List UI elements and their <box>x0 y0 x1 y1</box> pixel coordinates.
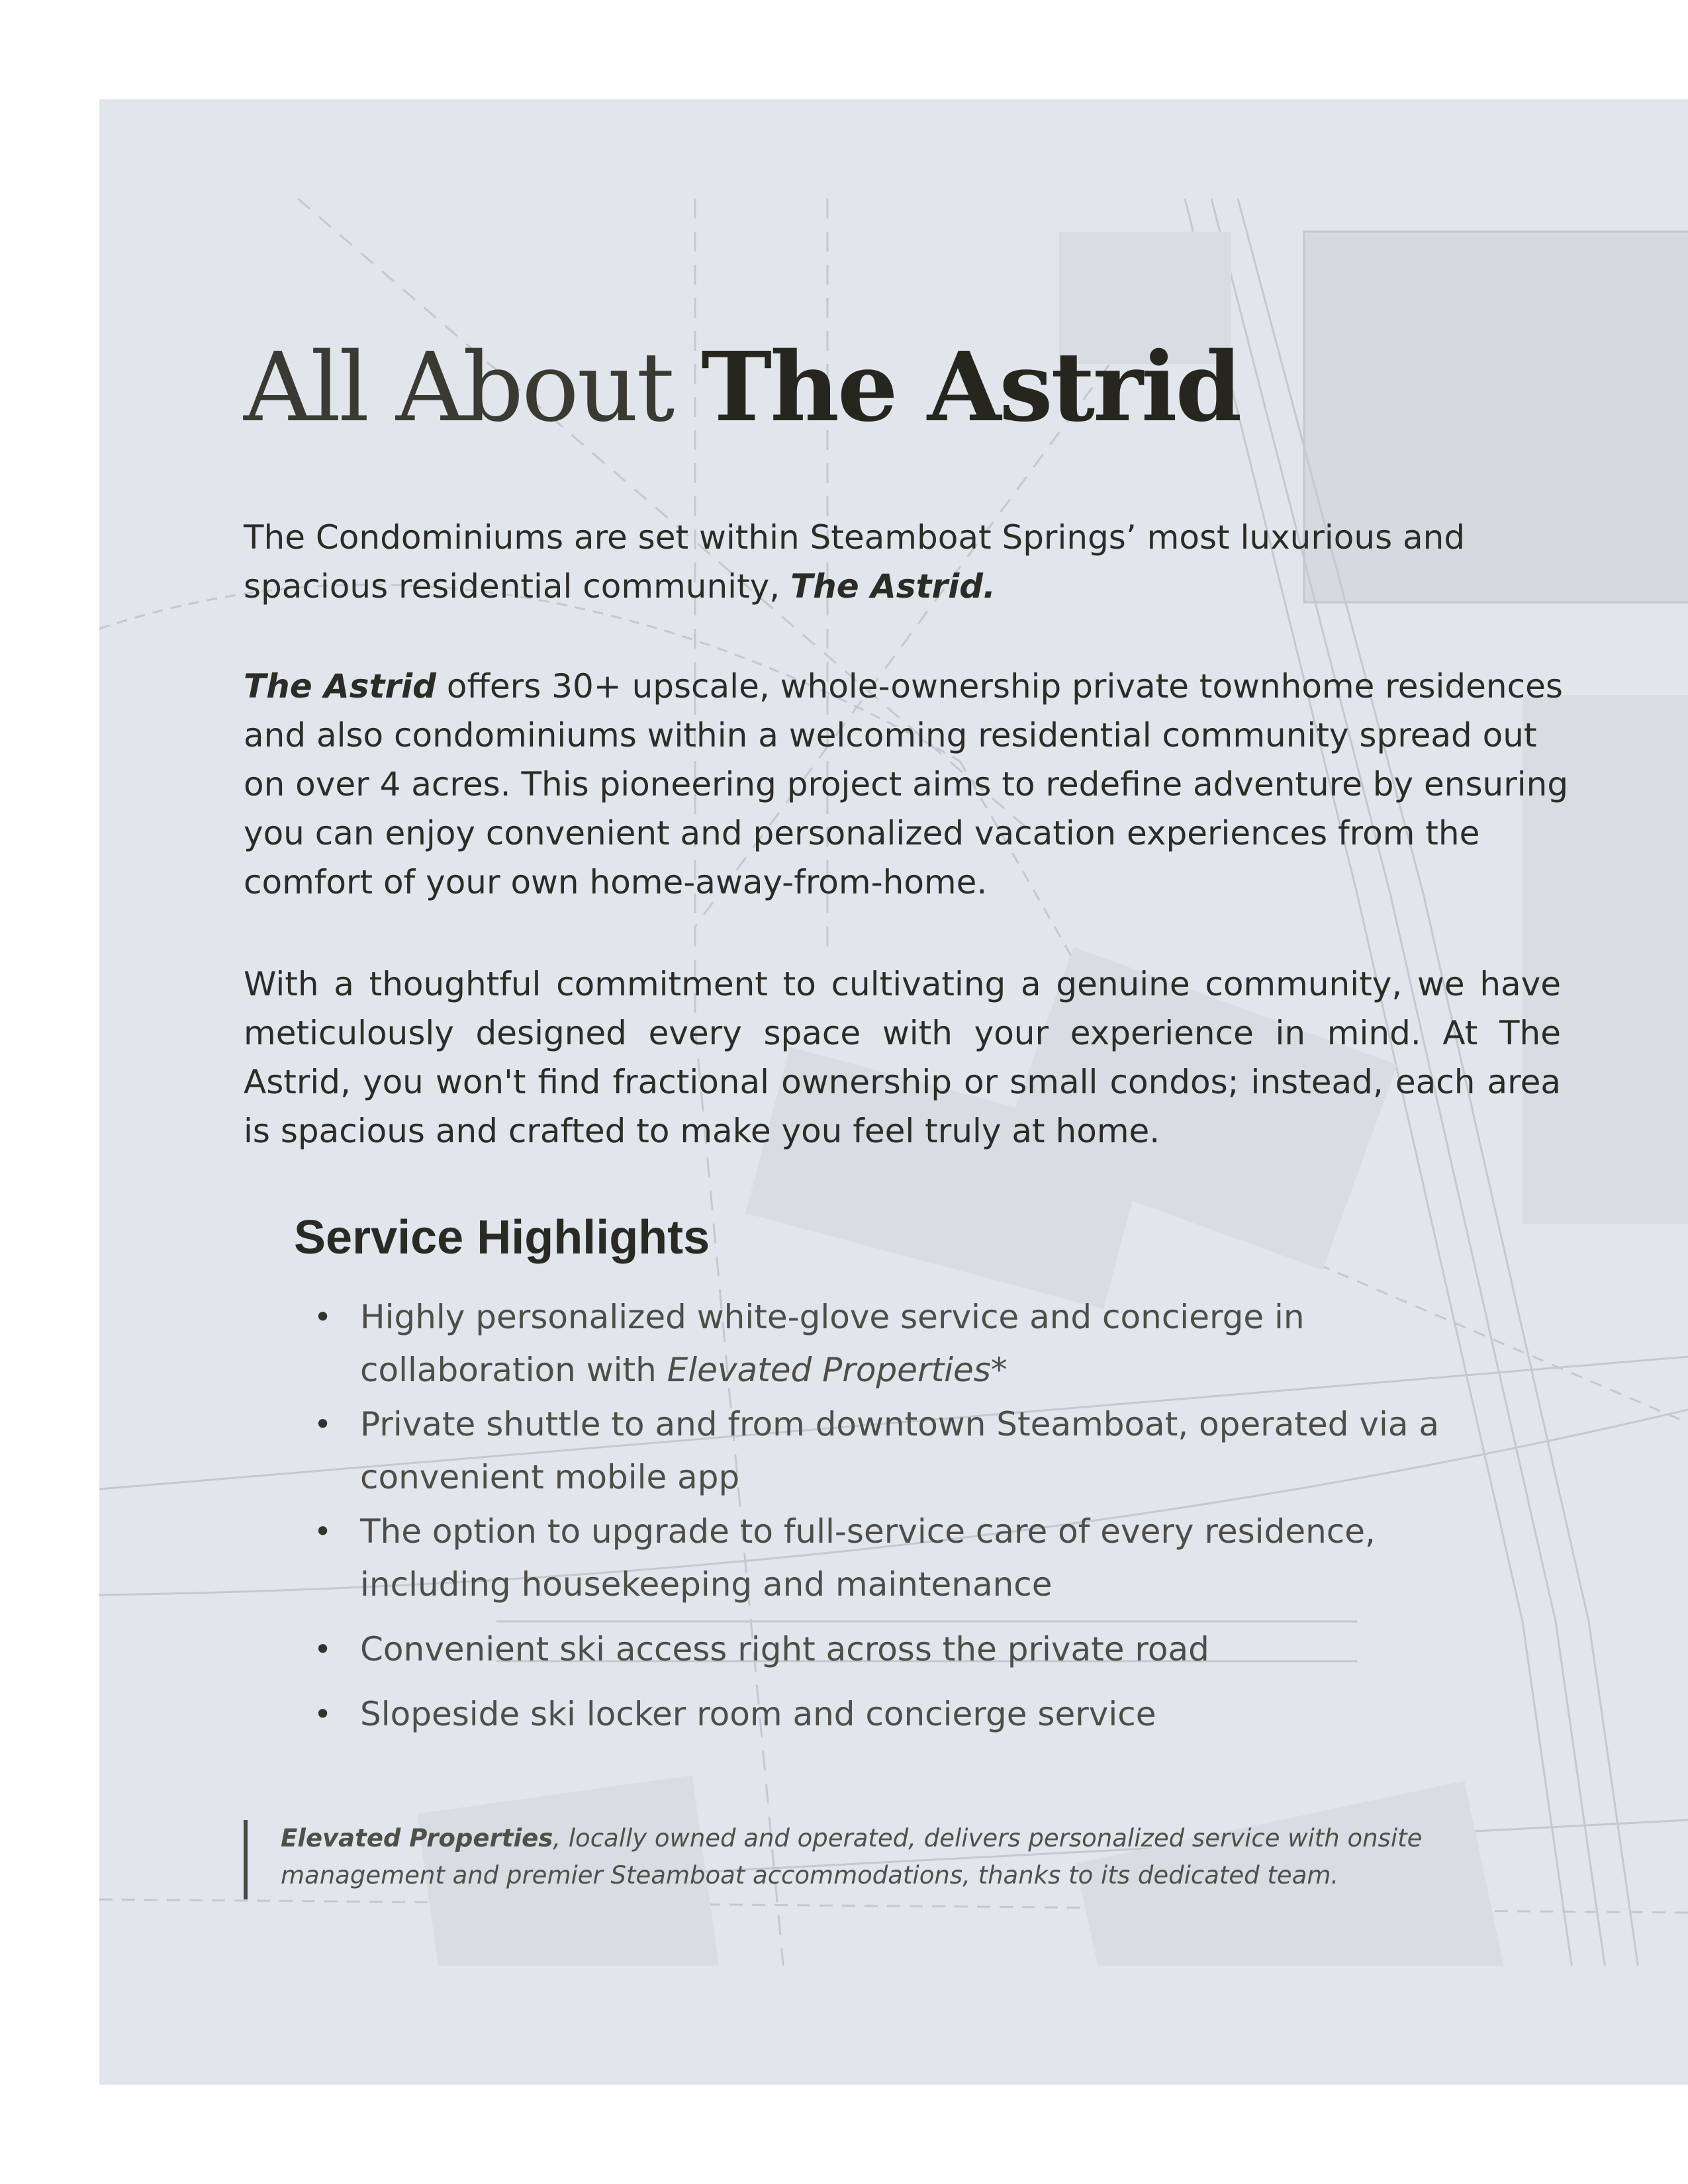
list-item <box>294 1505 1459 1623</box>
list-item-text: Highly personalized white-glove service and concierge in collaboration with <box>360 1298 1305 1389</box>
footnote-company: Elevated Properties <box>281 1824 553 1852</box>
offers-text: offers 30+ upscale, whole-ownership private townhome residences and also condominiums within a welcoming residential community spread out on over 4 acres. This pioneering project aims to redefine adventure by ensuring you can enjoy convenient and personalized vacation experiences from the comfort of your own home-away-from-home. <box>244 667 1569 901</box>
list-item-text: The option to upgrade to full-service care of every residence, including housekeeping and maintenance <box>360 1512 1376 1604</box>
footnote-rule <box>244 1820 248 1899</box>
list-item-text: Slopeside ski locker room and concierge service <box>360 1695 1156 1733</box>
bullet-icon: • <box>314 1631 332 1667</box>
list-item-emphasis: Elevated Properties* <box>667 1351 1008 1389</box>
bullet-icon: • <box>314 1299 332 1335</box>
commitment-paragraph: With a thoughtful commitment to cultivating a genuine community, we have meticulously designed every space with your experience in mind. At The Astrid, you won't find fractional ownership or small condos; instead, each area is spacious and crafted to make you feel truly at home. <box>244 965 1561 1150</box>
service-highlights-list <box>294 1291 1459 1752</box>
list-item <box>294 1623 1459 1688</box>
footnote-text <box>281 1820 1578 1894</box>
intro-emphasis: The Astrid. <box>790 567 996 606</box>
brochure-panel <box>99 99 1688 2085</box>
bullet-icon: • <box>314 1514 332 1549</box>
title-prefix: All About <box>244 332 702 443</box>
offers-emphasis: The Astrid <box>244 667 436 705</box>
footnote-block <box>244 1820 1607 1899</box>
list-item-text: Private shuttle to and from downtown Steamboat, operated via a convenient mobile app <box>360 1405 1440 1496</box>
intro-text: The Condominiums are set within Steamboat Springs’ most luxurious and spacious residential community, <box>244 518 1466 606</box>
list-item <box>294 1398 1459 1505</box>
title-name: The Astrid <box>701 331 1241 443</box>
bullet-icon: • <box>314 1406 332 1442</box>
list-item <box>294 1291 1459 1398</box>
footnote-body: , locally owned and operated, delivers personalized service with onsite management and premier Steamboat accommodations, thanks to its dedicated team. <box>281 1824 1423 1889</box>
list-item-text: Convenient ski access right across the private road <box>360 1630 1209 1668</box>
page-title <box>244 328 1240 447</box>
offers-paragraph <box>244 662 1587 907</box>
service-highlights-heading: Service Highlights <box>294 1211 710 1264</box>
intro-paragraph <box>244 513 1594 611</box>
list-item <box>294 1688 1459 1752</box>
bullet-icon: • <box>314 1696 332 1732</box>
